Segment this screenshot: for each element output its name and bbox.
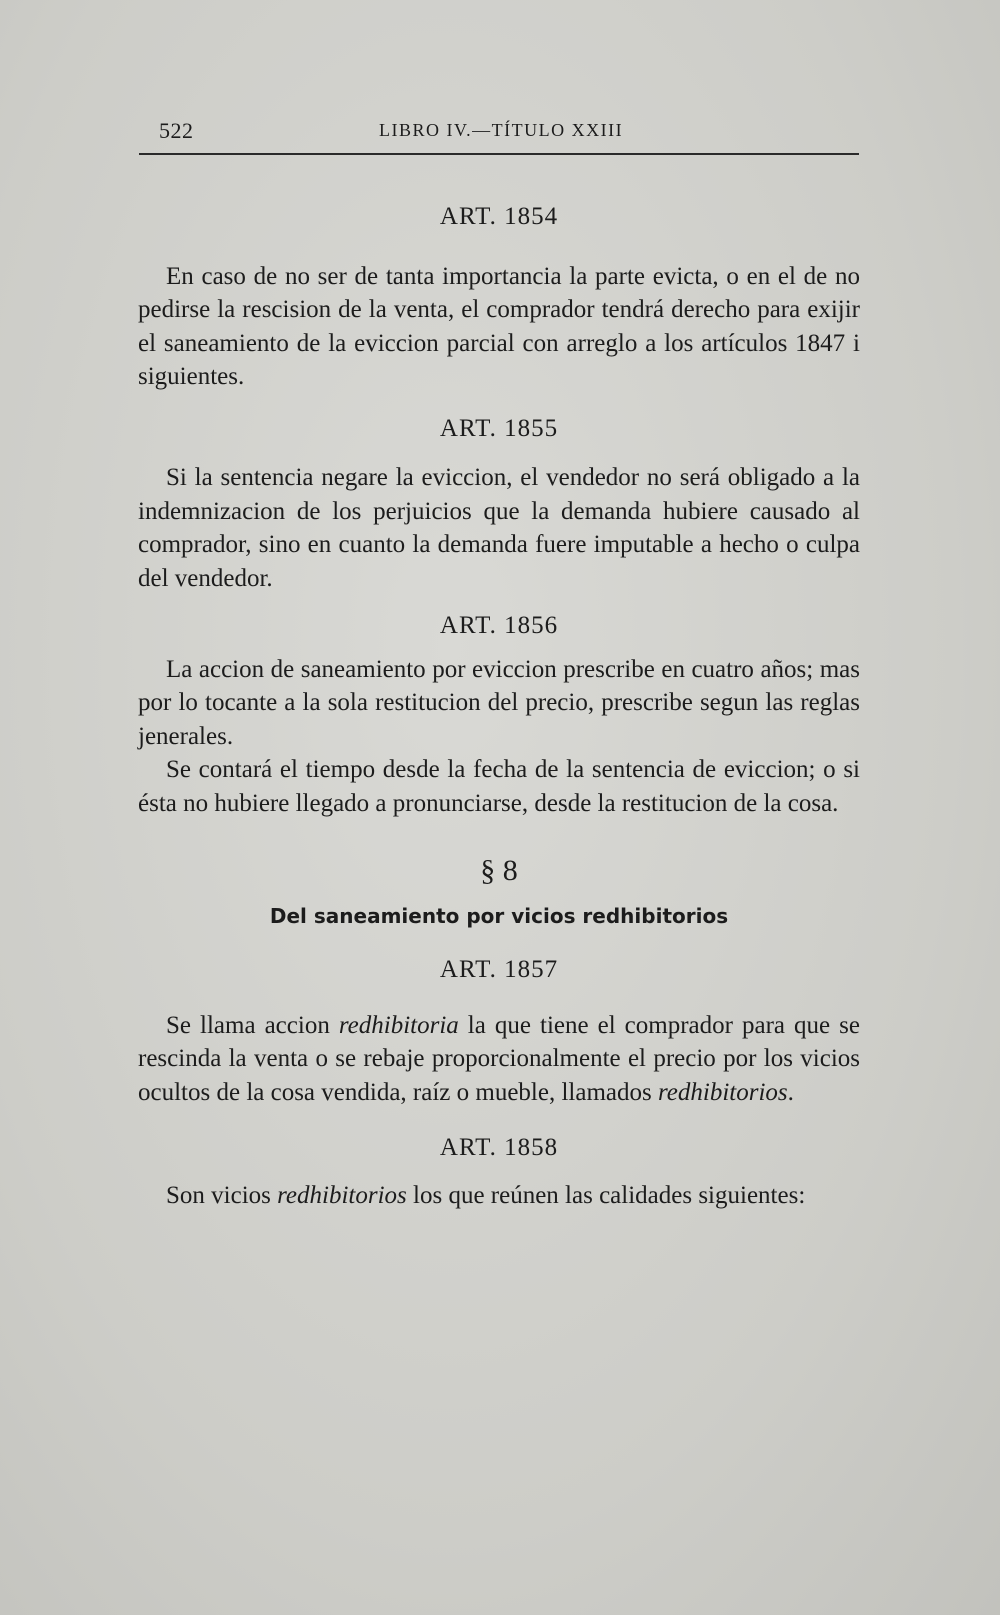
article-title: ART. 1854	[439, 203, 559, 230]
section-sign: § 8	[480, 854, 518, 887]
article-paragraph: En caso de no ser de tanta importancia la parte evicta, o en el de no pedirse la rescision de la venta, el comprador tendrá derecho para exijir el saneamiento de la eviccion parcial con arreglo a los artículos 1847 i siguientes.	[138, 262, 860, 390]
italic-term: redhibitoria	[338, 1011, 459, 1039]
page-body	[138, 200, 860, 1212]
article-paragraph: La accion de saneamiento por eviccion prescribe en cuatro años; mas por lo tocante a la sola restitucion del precio, prescribe segun las reglas jenerales.	[138, 655, 860, 750]
article-title: ART. 1855	[439, 414, 559, 442]
page-header	[139, 116, 859, 144]
header-rule	[139, 153, 859, 155]
article-paragraph: Se contará el tiempo desde la fecha de la sentencia de eviccion; o si ésta no hubiere llegado a pronunciarse, desde la restitucion de la cosa.	[138, 756, 860, 817]
section-heading: Del saneamiento por vicios redhibitorios	[269, 903, 729, 928]
article-paragraph: Se llama accion redhibitoria la que tiene el comprador para que se rescinda la venta o se rebaje proporcionalmente el precio por los vicios ocultos de la cosa vendida, raíz o mueble, llamados redhibitorios.	[138, 1011, 861, 1106]
article-title: ART. 1856	[439, 612, 559, 639]
article-paragraph: Si la sentencia negare la eviccion, el vendedor no será obligado a la indemnizacion de los perjuicios que la demanda hubiere causado al comprador, sino en cuanto la demanda fuere imputable a hecho o culpa del vendedor.	[138, 464, 860, 592]
running-head: LIBRO IV.—TÍTULO XXIII	[379, 120, 624, 140]
article-paragraph: Son vicios redhibitorios los que reúnen las calidades siguientes:	[166, 1181, 806, 1209]
article-title: ART. 1858	[439, 1134, 559, 1161]
italic-term: redhibitorios	[657, 1078, 788, 1106]
italic-term: redhibitorios	[277, 1181, 407, 1209]
article-title: ART. 1857	[439, 956, 559, 983]
page-number: 522	[159, 118, 194, 143]
